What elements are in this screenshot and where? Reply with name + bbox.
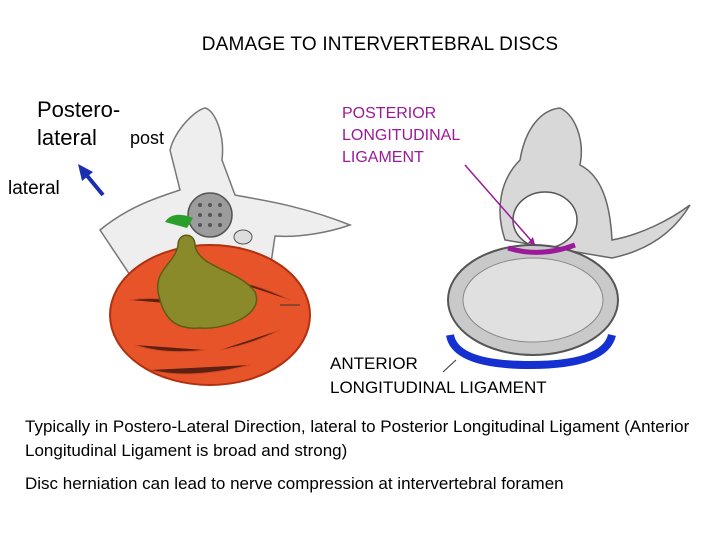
all-label: [330, 352, 547, 400]
herniation-paragraph: Disc herniation can lead to nerve compression at intervertebral foramen: [25, 474, 564, 493]
pll-label-line1: POSTERIOR: [342, 105, 437, 122]
postero-label-line2: lateral: [37, 125, 97, 150]
all-label-line1: ANTERIOR: [330, 354, 418, 373]
all-label-line2: LONGITUDINAL LIGAMENT: [330, 378, 547, 397]
description-paragraph: Typically in Postero-Lateral Direction, lateral to Posterior Longitudinal Ligament (Anterior Longitudinal Ligament is broad and strong): [25, 417, 690, 460]
pll-label-line3: LIGAMENT: [342, 149, 424, 166]
right-vertebra-diagram: [443, 108, 690, 372]
postero-label-line1: Postero-: [37, 97, 121, 122]
pll-label-line2: LONGITUDINAL: [342, 127, 461, 144]
vertebral-foramen: [513, 192, 577, 248]
pll-label: [342, 103, 460, 169]
lateral-label: lateral: [8, 178, 60, 199]
page-title: DAMAGE TO INTERVERTEBRAL DISCS: [201, 34, 559, 55]
left-vertebra-diagram: [100, 108, 350, 385]
vertebral-endplate: [463, 258, 603, 342]
nerve-root: [234, 230, 252, 244]
postero-lateral-label: [37, 96, 120, 152]
post-label: post: [130, 128, 165, 148]
postero-lateral-arrow: [78, 164, 103, 195]
